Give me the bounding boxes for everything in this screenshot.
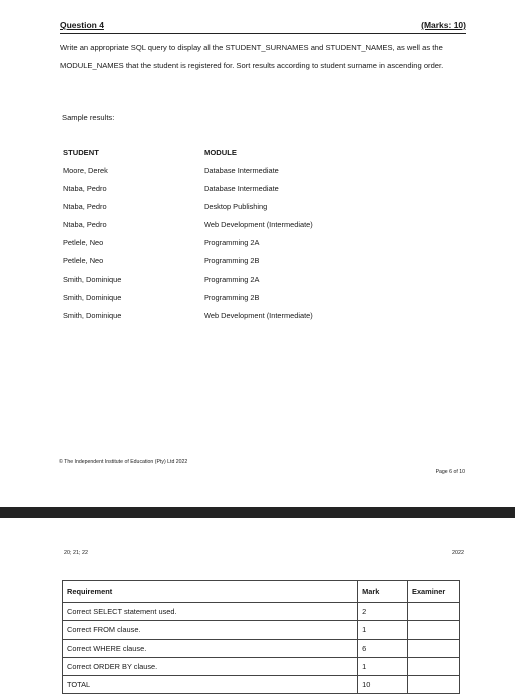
module-cell: Programming 2A — [204, 274, 260, 284]
question-text: Write an appropriate SQL query to display all the STUDENT_SURNAMES and STUDENT_NAMES, as well as the MODULE_NAMES that the student is registered for. Sort results according to student surname in ascending order. — [60, 43, 444, 70]
requirement-cell: Correct FROM clause. — [63, 621, 358, 639]
examiner-cell[interactable] — [408, 639, 460, 657]
mark-cell: 6 — [358, 639, 408, 657]
page-year: 2022 — [452, 550, 464, 556]
requirement-cell: Correct WHERE clause. — [63, 639, 358, 657]
marking-rubric-table — [62, 580, 460, 694]
table-row — [63, 603, 460, 621]
student-cell: Ntaba, Pedro — [63, 220, 107, 230]
examiner-column-header: Examiner — [408, 581, 460, 603]
student-cell: Moore, Derek — [63, 166, 108, 175]
question-title: Question 4 — [60, 20, 104, 30]
exam-page-rubric — [0, 518, 515, 700]
module-cell: Programming 2A — [204, 238, 260, 248]
student-cell: Ntaba, Pedro — [63, 184, 107, 194]
examiner-cell[interactable] — [408, 621, 460, 639]
rubric-rows — [63, 603, 460, 694]
table-row — [63, 196, 383, 214]
student-column-header: STUDENT — [63, 148, 99, 157]
table-row — [63, 676, 460, 694]
requirement-cell: Correct ORDER BY clause. — [63, 657, 358, 675]
student-cell: Smith, Dominique — [63, 310, 122, 320]
requirement-column-header: Requirement — [63, 581, 358, 603]
requirement-cell: TOTAL — [63, 676, 358, 694]
module-column-header: MODULE — [204, 148, 237, 157]
table-row — [63, 250, 383, 268]
student-cell: Petlele, Neo — [63, 256, 104, 266]
table-row — [63, 178, 383, 196]
table-row — [63, 269, 383, 287]
student-cell: Petlele, Neo — [63, 238, 104, 248]
mark-cell: 1 — [358, 657, 408, 675]
sample-results-table — [63, 146, 383, 323]
table-row — [63, 621, 460, 639]
module-cell: Database Intermediate — [204, 166, 279, 175]
copyright-footer: © The Independent Institute of Education (Pty) Ltd 2022 — [59, 459, 188, 465]
table-row — [63, 160, 383, 178]
module-cell: Programming 2B — [204, 292, 260, 302]
module-cell: Database Intermediate — [204, 184, 279, 194]
page-number: Page 6 of 10 — [435, 469, 465, 475]
table-row — [63, 639, 460, 657]
module-cell: Web Development (Intermediate) — [204, 310, 313, 320]
module-cell: Programming 2B — [204, 256, 260, 266]
table-row — [63, 287, 383, 305]
table-row — [63, 305, 383, 323]
sample-results-header — [63, 146, 383, 160]
examiner-cell[interactable] — [408, 657, 460, 675]
table-row — [63, 214, 383, 232]
question-reference: 20; 21; 22 — [64, 550, 88, 556]
sample-results-rows — [63, 160, 383, 323]
mark-column-header: Mark — [358, 581, 408, 603]
mark-cell: 10 — [358, 676, 408, 694]
question-header — [60, 20, 466, 34]
examiner-cell[interactable] — [408, 676, 460, 694]
table-row — [63, 657, 460, 675]
question-marks: (Marks: 10) — [421, 20, 466, 30]
sample-results-label: Sample results: — [62, 113, 115, 122]
student-cell: Smith, Dominique — [63, 274, 122, 284]
student-cell: Smith, Dominique — [63, 292, 122, 302]
module-cell: Web Development (Intermediate) — [204, 220, 313, 230]
requirement-cell: Correct SELECT statement used. — [63, 603, 358, 621]
table-row — [63, 232, 383, 250]
mark-cell: 2 — [358, 603, 408, 621]
module-cell: Desktop Publishing — [204, 202, 268, 212]
rubric-header-row — [63, 581, 460, 603]
page-divider — [0, 507, 515, 518]
mark-cell: 1 — [358, 621, 408, 639]
student-cell: Ntaba, Pedro — [63, 202, 107, 212]
examiner-cell[interactable] — [408, 603, 460, 621]
